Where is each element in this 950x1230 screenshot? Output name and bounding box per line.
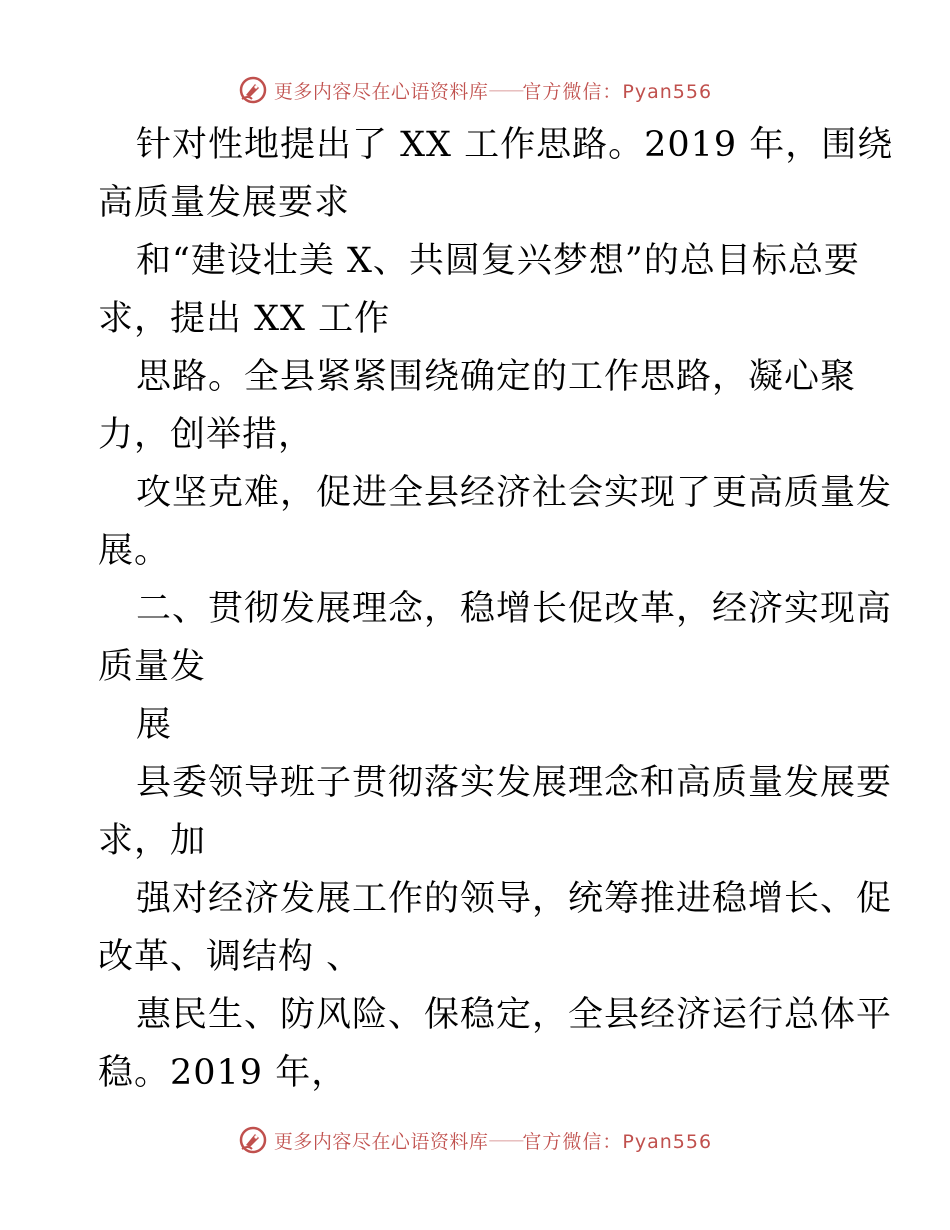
text-line: 强对经济发展工作的领导，统筹推进稳增长、促 bbox=[136, 879, 893, 919]
text-line: 稳。2019 年， bbox=[98, 1053, 348, 1093]
section-heading-line: 二、贯彻发展理念，稳增长促改革，经济实现高 bbox=[136, 589, 893, 629]
text-line: 和“建设壮美 X、共圆复兴梦想”的总目标总要 bbox=[136, 241, 860, 281]
document-body bbox=[98, 116, 894, 1102]
banner-site-name: 更多内容尽在心语资料库 bbox=[273, 1130, 489, 1153]
banner-separator: —— bbox=[488, 1129, 523, 1151]
text-line: 惠民生、防风险、保稳定，全县经济运行总体平 bbox=[136, 995, 893, 1035]
text-line: 思路。全县紧紧围绕确定的工作思路，凝心聚 bbox=[136, 357, 857, 397]
text-line: 针对性地提出了 XX 工作思路。2019 年，围绕 bbox=[136, 125, 894, 165]
section-heading-line: 质量发 bbox=[98, 647, 207, 687]
pen-nib-logo-icon bbox=[238, 1125, 268, 1155]
banner-wechat: 官方微信：Pyan556 bbox=[522, 1130, 713, 1153]
text-line: 攻坚克难，促进全县经济社会实现了更高质量发 bbox=[136, 473, 893, 513]
text-line: 县委领导班子贯彻落实发展理念和高质量发展要 bbox=[136, 763, 893, 803]
banner-site-name: 更多内容尽在心语资料库 bbox=[273, 80, 489, 103]
text-line: 改革、调结构 、 bbox=[98, 937, 363, 977]
text-line: 力，创举措， bbox=[98, 415, 315, 455]
pen-nib-logo-icon bbox=[238, 75, 268, 105]
banner-separator: —— bbox=[488, 79, 523, 101]
text-line: 求，提出 XX 工作 bbox=[98, 299, 391, 339]
footer-banner bbox=[0, 1122, 950, 1158]
text-line: 求，加 bbox=[98, 821, 207, 861]
section-heading-line: 展 bbox=[136, 705, 173, 745]
banner-wechat: 官方微信：Pyan556 bbox=[522, 80, 713, 103]
header-banner bbox=[0, 72, 950, 108]
text-line: 展。 bbox=[98, 531, 171, 571]
text-line: 高质量发展要求 bbox=[98, 183, 351, 223]
